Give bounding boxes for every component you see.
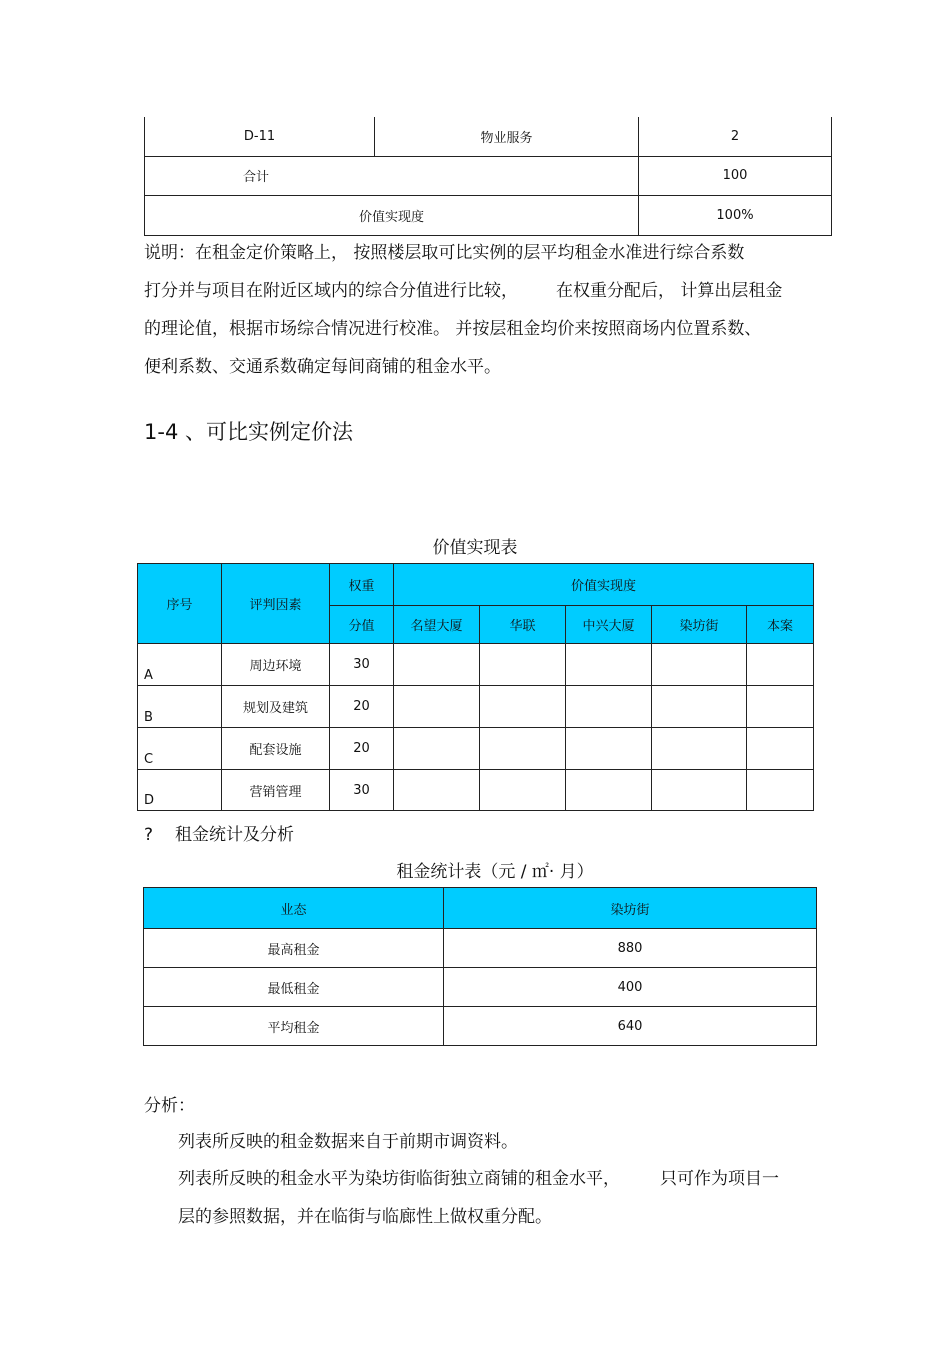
header-col-3: 中兴大厦	[566, 606, 652, 644]
empty-cell	[566, 770, 652, 811]
row-factor: 营销管理	[222, 770, 330, 811]
empty-cell	[480, 644, 566, 686]
empty-cell	[394, 644, 480, 686]
row-weight: 30	[330, 770, 394, 811]
row-factor: 周边环境	[222, 644, 330, 686]
empty-cell	[652, 644, 747, 686]
header-col-1: 名望大厦	[394, 606, 480, 644]
table-row	[144, 968, 817, 1007]
empty-cell	[652, 770, 747, 811]
analysis-heading: 分析：	[144, 1096, 195, 1116]
empty-cell	[394, 686, 480, 728]
rent-table	[143, 887, 817, 1046]
empty-cell	[747, 686, 814, 728]
rent-value: 880	[444, 929, 817, 968]
row-factor: 配套设施	[222, 728, 330, 770]
bullet-glyph: ?	[144, 825, 154, 845]
table-row	[144, 1007, 817, 1046]
section-heading: 1-4 、可比实例定价法	[144, 420, 353, 444]
header-location: 染坊街	[444, 888, 817, 929]
empty-cell	[652, 686, 747, 728]
header-seq: 序号	[138, 564, 222, 644]
table-row	[138, 644, 814, 686]
header-col-2: 华联	[480, 606, 566, 644]
cell-code: D-11	[145, 117, 375, 156]
value-table	[137, 563, 814, 811]
header-realization-group: 价值实现度	[394, 564, 814, 606]
table-row	[138, 686, 814, 728]
cell-score: 2	[639, 117, 832, 156]
header-factor: 评判因素	[222, 564, 330, 644]
row-factor: 规划及建筑	[222, 686, 330, 728]
explanation-line-3: 的理论值，根据市场综合情况进行校准。 并按层租金均价来按照商场内位置系数、	[144, 319, 762, 339]
cell-item: 物业服务	[375, 117, 639, 156]
empty-cell	[747, 728, 814, 770]
empty-cell	[394, 770, 480, 811]
empty-cell	[747, 770, 814, 811]
total-label: 合计	[145, 156, 639, 195]
analysis-line-3: 层的参照数据，并在临街与临廊性上做权重分配。	[178, 1207, 552, 1227]
explanation-line-2	[144, 277, 782, 305]
header-weight-top: 权重	[330, 564, 394, 606]
rent-value: 400	[444, 968, 817, 1007]
table-row	[144, 929, 817, 968]
row-seq: C	[138, 728, 222, 770]
row-weight: 20	[330, 686, 394, 728]
empty-cell	[747, 644, 814, 686]
rent-heading-text: 租金统计及分析	[175, 825, 295, 845]
analysis-line-1: 列表所反映的租金数据来自于前期市调资料。	[178, 1132, 518, 1152]
row-seq: A	[138, 644, 222, 686]
total-value: 100	[639, 156, 832, 195]
rent-label: 最低租金	[144, 968, 444, 1007]
analysis-line-2b: 只可作为项目一	[660, 1169, 779, 1189]
top-table	[144, 117, 832, 236]
rent-heading	[144, 820, 294, 845]
empty-cell	[652, 728, 747, 770]
empty-cell	[480, 728, 566, 770]
explanation-line-2b: 在权重分配后， 计算出层租金	[556, 281, 783, 301]
row-weight: 30	[330, 644, 394, 686]
empty-cell	[480, 686, 566, 728]
empty-cell	[566, 686, 652, 728]
analysis-line-2a: 列表所反映的租金水平为染坊街临街独立商铺的租金水平，	[178, 1169, 620, 1189]
header-weight-bottom: 分值	[330, 606, 394, 644]
rent-label: 最高租金	[144, 929, 444, 968]
explanation-line-1: 说明：在租金定价策略上， 按照楼层取可比实例的层平均租金水准进行综合系数	[144, 243, 745, 263]
header-col-5: 本案	[747, 606, 814, 644]
rent-label: 平均租金	[144, 1007, 444, 1046]
realization-label: 价值实现度	[145, 195, 639, 235]
table-row	[138, 728, 814, 770]
row-weight: 20	[330, 728, 394, 770]
table-row	[138, 770, 814, 811]
empty-cell	[394, 728, 480, 770]
empty-cell	[566, 728, 652, 770]
value-table-title: 价值实现表	[432, 538, 518, 558]
realization-value: 100%	[639, 195, 832, 235]
header-business: 业态	[144, 888, 444, 929]
explanation-line-4: 便利系数、交通系数确定每间商铺的租金水平。	[144, 357, 501, 377]
analysis-line-2	[178, 1165, 779, 1193]
explanation-line-2a: 打分并与项目在附近区域内的综合分值进行比较，	[144, 281, 518, 301]
empty-cell	[480, 770, 566, 811]
empty-cell	[566, 644, 652, 686]
rent-value: 640	[444, 1007, 817, 1046]
rent-table-title: 租金统计表（元 / ㎡· 月）	[396, 862, 594, 882]
row-seq: B	[138, 686, 222, 728]
row-seq: D	[138, 770, 222, 811]
header-col-4: 染坊街	[652, 606, 747, 644]
